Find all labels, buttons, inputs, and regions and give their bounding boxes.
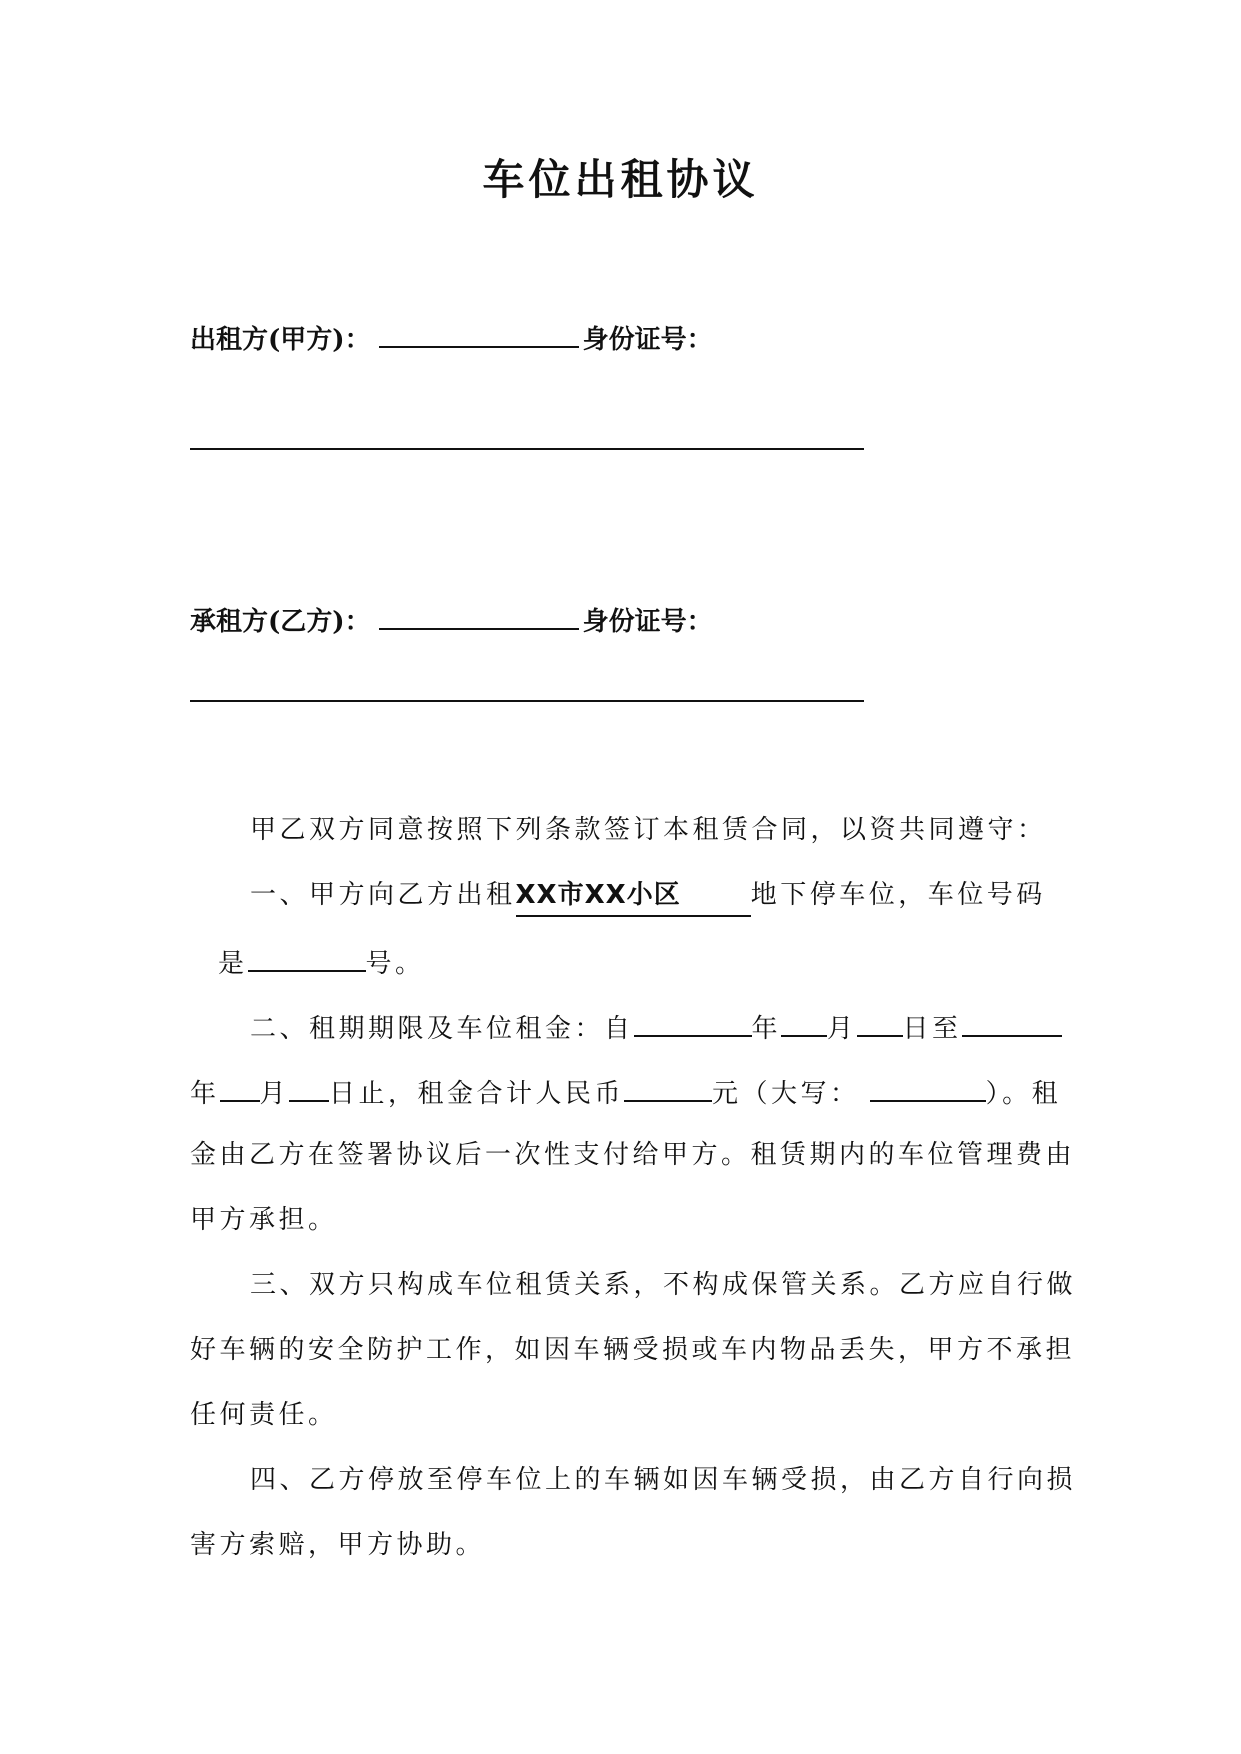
party-b-id-blank[interactable] [190,700,864,702]
clause-2-month-1: 月 [827,1014,857,1044]
end-day-blank[interactable] [289,1070,329,1102]
party-b-id-label: 身份证号： [582,607,713,637]
rent-amount-words-blank[interactable] [870,1070,986,1102]
end-year-blank[interactable] [962,1005,1062,1037]
clause-4-line-1: 四、乙方停放至停车位上的车辆如因车辆受损，由乙方自行向损 [250,1465,1077,1495]
intro-text: 甲乙双方同意按照下列条款签订本租赁合同，以资共同遵守： [250,815,1047,845]
clause-3-line-2: 好车辆的安全防护工作，如因车辆受损或车内物品丢失，甲方不承担 [190,1335,1076,1365]
party-a-id-blank[interactable] [190,448,864,450]
clause-2-line-3: 金由乙方在签署协议后一次性支付给甲方。租赁期内的车位管理费由 [190,1140,1076,1170]
party-b-name-blank[interactable] [379,600,579,630]
party-a-name-blank[interactable] [379,318,579,348]
clause-2-line-4: 甲方承担。 [190,1205,338,1235]
clause-2-day-to: 日至 [902,1014,962,1044]
end-month-blank[interactable] [220,1070,260,1102]
clause-2-close: ）。租 [985,1079,1062,1109]
start-year-blank[interactable] [634,1005,752,1037]
clause-3-line-1: 三、双方只构成车位租赁关系，不构成保管关系。乙方应自行做 [250,1270,1077,1300]
party-b-row [190,600,713,642]
clause-3-line-3: 任何责任。 [190,1400,338,1430]
clause-2-yuan: 元（大写： [712,1079,860,1109]
party-a-label: 出租方(甲方)： [190,325,371,355]
clause-1-line-2 [218,940,425,984]
clause-2-month-2: 月 [259,1079,290,1109]
start-month-blank[interactable] [781,1005,827,1037]
start-day-blank[interactable] [857,1005,903,1037]
clause-1-prefix: 一、甲方向乙方出租 [250,880,516,910]
clause-1-line-1 [250,875,1046,917]
clause-1-line2-prefix: 是 [218,949,248,979]
clause-2-day-until: 日止，租金合计人民币 [329,1079,625,1109]
clause-4-line-2: 害方索赔，甲方协助。 [190,1530,486,1560]
parking-number-blank[interactable] [248,940,366,972]
clause-2-year-1: 年 [751,1014,782,1044]
party-a-row [190,318,713,360]
rent-amount-blank[interactable] [624,1070,712,1102]
clause-1-line2-suffix: 号。 [365,949,425,979]
party-a-id-label: 身份证号： [582,325,713,355]
party-b-label: 承租方(乙方)： [190,607,371,637]
clause-1-location-field[interactable]: XX市XX小区 [516,875,751,917]
document-title: 车位出租协议 [482,155,759,204]
clause-2-line-2 [190,1070,1061,1114]
clause-2-prefix: 二、租期期限及车位租金：自 [250,1014,634,1044]
clause-1-middle: 地下停车位，车位号码 [750,880,1046,910]
clause-2-line-1 [250,1005,1062,1049]
clause-2-year-2: 年 [190,1079,220,1109]
